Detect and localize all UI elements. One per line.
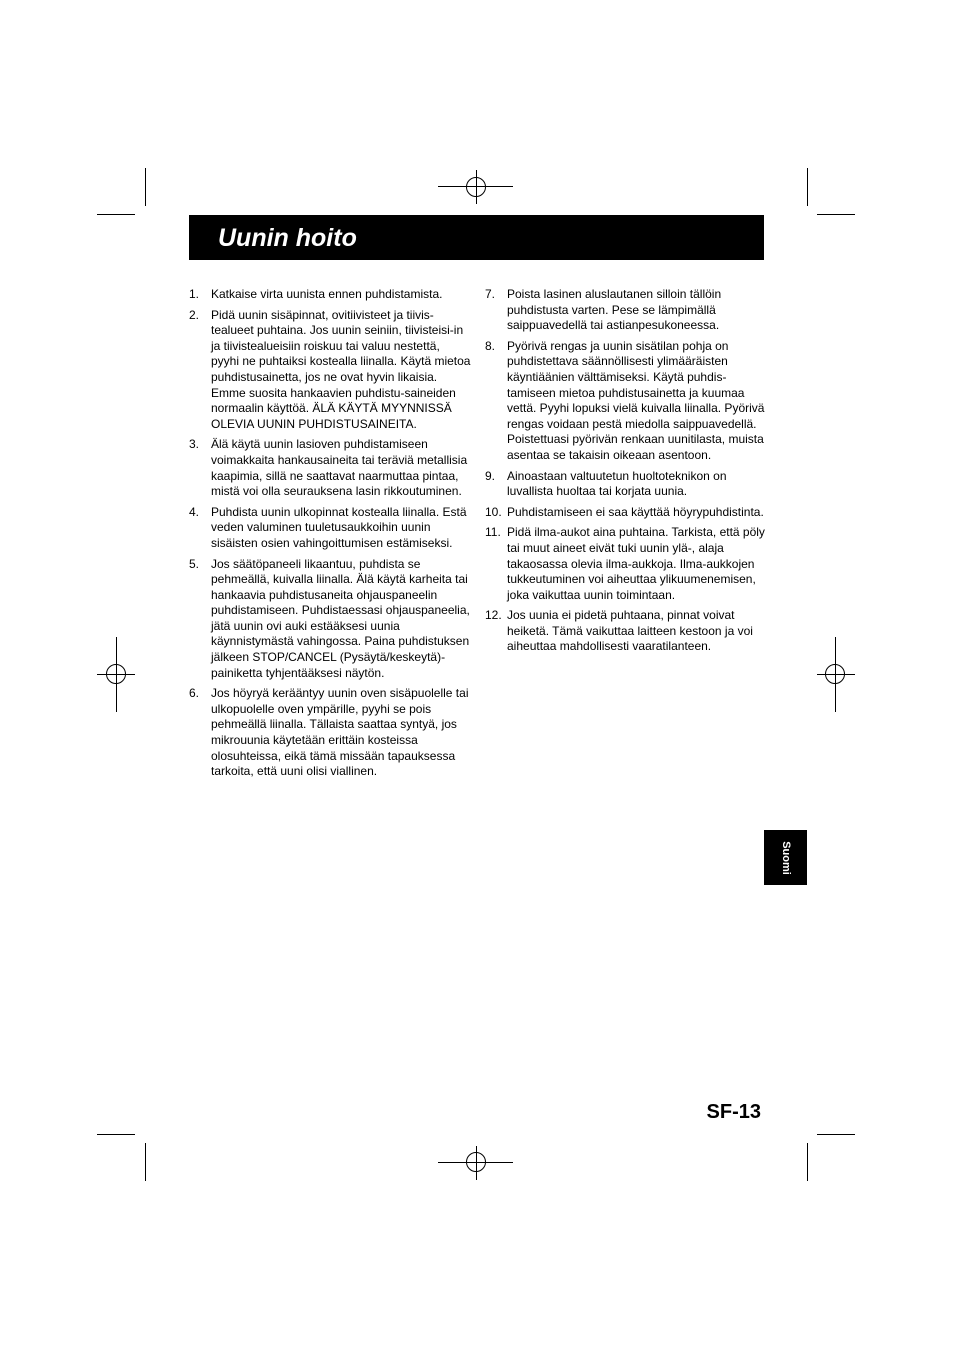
item-text: Pidä uunin sisäpinnat, ovitiivisteet ja tiivis-tealueet puhtaina. Jos uunin seiniin, tiivisteisi-in ja tiivistealueisiin roiskuu tai valuu nestettä, pyyhi ne puhtaiksi kostealla liinalla. Käytä mietoa puhdistusainetta, jos ne ovat hyvin likaisia. Emme suosita hankaavien puhdistu-saineiden normaalin käyttöä. ÄLÄ KÄYTÄ MYYNNISSÄ OLEVIA UUNIN PUHDISTUSAINEITA. [211, 307, 471, 431]
item-text: Jos uunia ei pidetä puhtaana, pinnat voivat heiketä. Tämä vaikuttaa laitteen kestoon ja voi aiheuttaa mahdollisesti vaaratilanteen. [507, 608, 753, 654]
item-text: Katkaise virta uunista ennen puhdistamista. [211, 287, 443, 301]
crop-mark [97, 214, 135, 215]
item-text: Poista lasinen aluslautanen silloin tällöin puhdistusta varten. Pese se lämpimällä saippuavedellä tai astianpesukoneessa. [507, 287, 722, 333]
item-number: 12. [485, 608, 502, 623]
item-text: Jos säätöpaneeli likaantuu, puhdista se pehmeällä, kuivalla liinalla. Älä käytä karheita tai hankaavia puhdistusaneita ohjauspaneelin puhdistamiseen. Puhdistaessasi ohjauspaneelia, jätä uunin ovi auki estääksesi uunia käynnistymästä vahingossa. Paina puhdistuksen jälkeen STOP/CANCEL (Pysäytä/keskeytä)-painiketta tyhjentääksesi näytön. [211, 556, 470, 680]
item-number: 6. [189, 686, 200, 701]
crop-mark [145, 168, 146, 206]
list-item [485, 339, 767, 464]
item-text: Pyörivä rengas ja uunin sisätilan pohja on puhdistettava säännöllisesti ylimääräisten käyntiäänien välttämiseksi. Käytä puhdis-tamiseen mietoa puhdistusainetta ja kuumaa vettä. Pyyhi lopuksi vielä kuivalla liinalla. Pyörivä rengas voidaan pestä miedolla saippuavedellä. Poistettuasi pyörivän renkaan uunitilasta, muista asentaa se takaisin oikeaan asentoon. [507, 338, 765, 462]
language-tab-label: Suomi [780, 841, 792, 875]
item-number: 7. [485, 287, 496, 301]
item-number: 4. [189, 504, 200, 519]
left-column [189, 287, 471, 785]
item-text: Älä käytä uunin lasioven puhdistamiseen voimakkaita hankausaineita tai teräviä metallisia kaapimia, sillä ne saattavat naarmuttaa pintaa, mistä voi olla seurauksena lasin rikkoutuminen. [211, 437, 468, 499]
crop-mark [807, 1143, 808, 1181]
list-item [485, 608, 767, 655]
list-item [189, 686, 471, 780]
list-item [189, 308, 471, 433]
registration-circle-icon [106, 664, 126, 684]
registration-circle-icon [466, 177, 486, 197]
item-text: Puhdista uunin ulkopinnat kostealla liinalla. Estä veden valuminen tuuletusaukkoihin uunin sisäisten osien vahingoittumisen estämiseksi. [211, 504, 467, 550]
item-text: Pidä ilma-aukot aina puhtaina. Tarkista, että pöly tai muut aineet eivät tuki uunin ylä-, alaja takaosassa olevia ilma-aukkoja. Ilma-aukkojen tukkeutuminen voi aiheuttaa ylikuumenemisen, joka vaikuttaa uunin toimintaan. [507, 525, 765, 602]
crop-mark [817, 214, 855, 215]
registration-circle-icon [466, 1152, 486, 1172]
item-number: 10. [485, 504, 502, 519]
crop-mark [807, 168, 808, 206]
item-text: Ainoastaan valtuutetun huoltoteknikon on luvallista huoltaa tai korjata uunia. [507, 468, 727, 499]
item-text: Puhdistamiseen ei saa käyttää höyrypuhdistinta. [507, 504, 764, 519]
list-item [485, 469, 767, 500]
list-item [189, 505, 471, 552]
item-number: 11. [485, 525, 501, 540]
crop-mark [97, 1134, 135, 1135]
page-title: Uunin hoito [218, 224, 357, 252]
list-item [189, 437, 471, 499]
crop-mark [145, 1143, 146, 1181]
list-item [189, 557, 471, 682]
list-item [485, 525, 767, 603]
list-item [485, 505, 767, 521]
crop-mark [817, 1134, 855, 1135]
instruction-list [189, 287, 471, 780]
item-number: 3. [189, 437, 200, 452]
item-number: 2. [189, 307, 200, 322]
instruction-list [485, 287, 767, 655]
item-number: 9. [485, 468, 496, 483]
registration-circle-icon [825, 664, 845, 684]
item-number: 5. [189, 556, 200, 571]
list-item [485, 287, 767, 334]
item-number: 8. [485, 338, 496, 353]
item-text: Jos höyryä kerääntyy uunin oven sisäpuolelle tai ulkopuolelle oven ympärille, pyyhi se pois pehmeällä liinalla. Tällaista saattaa syntyä, jos mikrouunia käytetään erittäin kosteissa olosuhteissa, eikä tämä missään tapauksessa tarkoita, että uuni olisi viallinen. [211, 686, 469, 779]
page-number: SF-13 [706, 1101, 761, 1123]
list-item [189, 287, 471, 303]
right-column [485, 287, 767, 660]
item-number: 1. [189, 287, 200, 301]
